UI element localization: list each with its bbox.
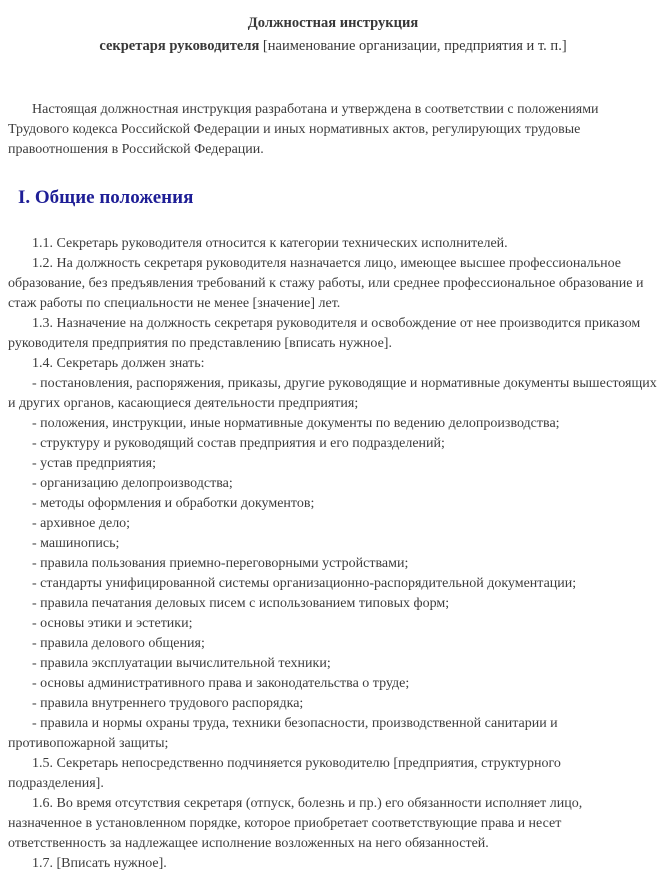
knowledge-list-item: - методы оформления и обработки документов; [32,496,315,511]
section-general-provisions [8,234,658,874]
clause-1-3: 1.3. Назначение на должность секретаря руководителя и освобождение от нее производится приказом руководителя предприятия по представлению [вписать нужное]. [8,316,641,351]
knowledge-list-item: - правила внутреннего трудового распорядка; [32,696,304,711]
clause-1-6: 1.6. Во время отсутствия секретаря (отпуск, болезнь и пр.) его обязанности исполняет лицо, назначенное в установленном порядке, которое приобретает соответствующие права и несет ответственность за надлежащее исполнение возложенных на него обязанностей. [8,796,583,851]
clause-1-4: 1.4. Секретарь должен знать: [32,356,205,371]
document-subtitle-bold: секретаря руководителя [99,38,260,54]
knowledge-list-item: - правила делового общения; [32,636,205,651]
clause-1-2: 1.2. На должность секретаря руководителя назначается лицо, имеющее высшее профессиональное образование, без предъявления требований к стажу работы, или среднее профессиональное образование и стаж работы по специальности не менее [значение] лет. [8,256,644,311]
knowledge-list-item: - правила пользования приемно-переговорными устройствами; [32,556,409,571]
knowledge-list-item: - устав предприятия; [32,456,156,471]
intro-paragraph: Настоящая должностная инструкция разработана и утверждена в соответствии с положениями Трудового кодекса Российской Федерации и иных нормативных актов, регулирующих трудовые правоотношения в Российской Федерации. [8,102,599,157]
knowledge-list-item: - архивное дело; [32,516,131,531]
knowledge-list-item: - стандарты унифицированной системы организационно-распорядительной документации; [32,576,577,591]
knowledge-list-item: - структуру и руководящий состав предприятия и его подразделений; [32,436,445,451]
document-subtitle-placeholder: [наименование организации, предприятия и т. п.] [259,38,567,54]
document-title [8,12,658,58]
clause-1-7-clipped: 1.7. [Вписать нужное]. [32,856,167,871]
knowledge-list-item: - правила печатания деловых писем с использованием типовых форм; [32,596,450,611]
clause-1-1: 1.1. Секретарь руководителя относится к категории технических исполнителей. [32,236,508,251]
knowledge-list-item: - основы этики и эстетики; [32,616,193,631]
knowledge-list-item: - постановления, распоряжения, приказы, другие руководящие и нормативные документы вышестоящих и других органов, касающиеся деятельности предприятия; [8,376,657,411]
knowledge-list-item: - организацию делопроизводства; [32,476,233,491]
knowledge-list-item: - машинопись; [32,536,120,551]
clause-1-5: 1.5. Секретарь непосредственно подчиняется руководителю [предприятия, структурного подразделения]. [8,756,561,791]
knowledge-list-item: - правила эксплуатации вычислительной техники; [32,656,331,671]
document-title-line2 [8,35,658,58]
section-heading-general-provisions: I. Общие положения [18,187,194,208]
knowledge-list-item: - правила и нормы охраны труда, техники безопасности, производственной санитарии и противопожарной защиты; [8,716,558,751]
document-title-line1: Должностная инструкция [247,15,419,31]
knowledge-list-item: - основы административного права и законодательства о труде; [32,676,410,691]
knowledge-list-item: - положения, инструкции, иные нормативные документы по ведению делопроизводства; [32,416,560,431]
